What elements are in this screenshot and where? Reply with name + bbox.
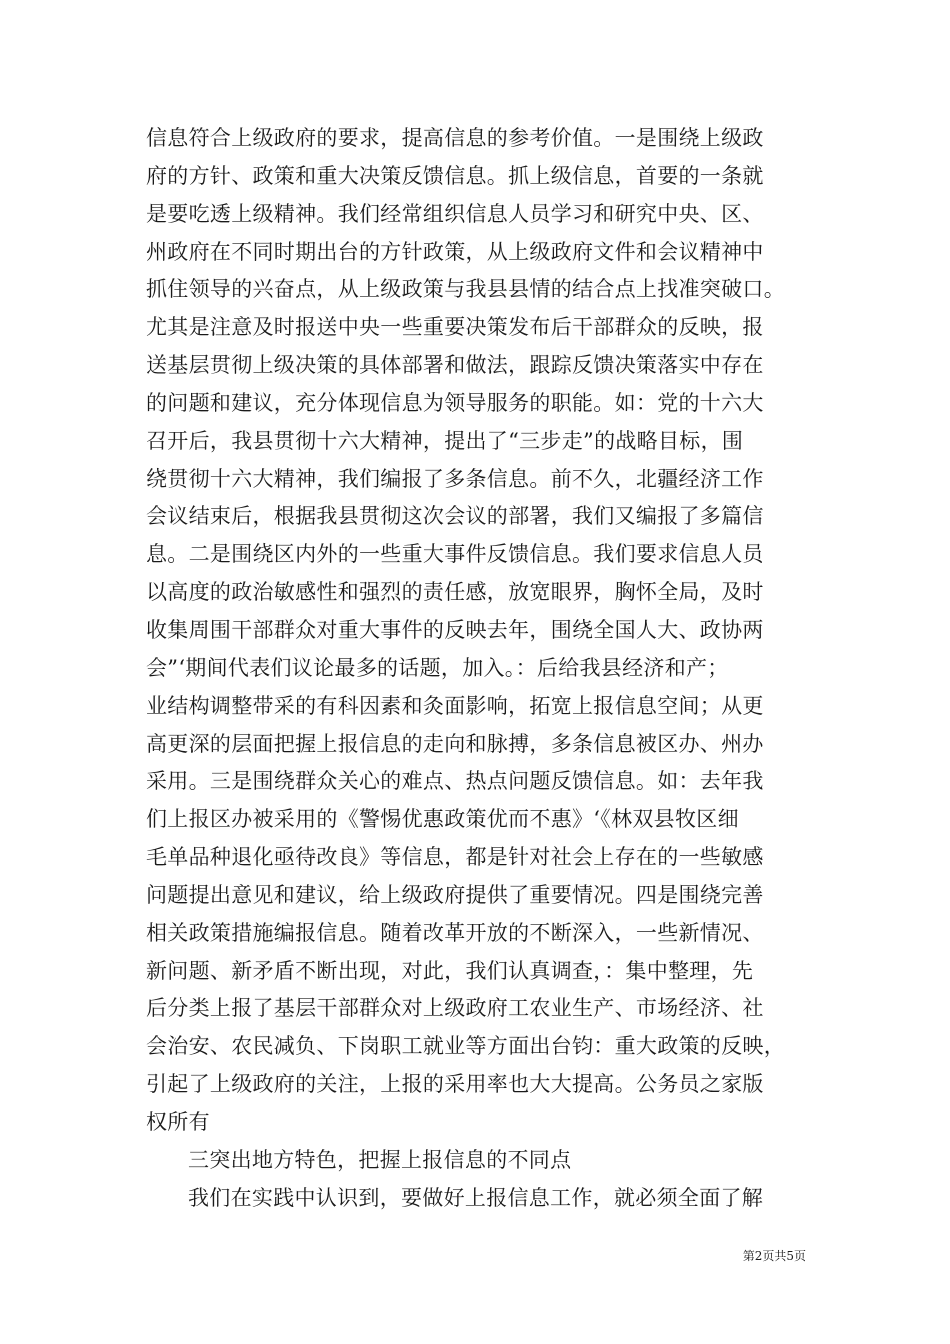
- paragraph-line: 是要吃透上级精神。我们经常组织信息人员学习和研究中央、区、: [146, 201, 764, 226]
- paragraph-line: 信息符合上级政府的要求，提高信息的参考价值。一是围绕上级政: [146, 126, 764, 150]
- paragraph-line: 后分类上报了基层干部群众对上级政府工农业生产、市场经济、社: [146, 996, 764, 1021]
- page-number-footer: [743, 1248, 806, 1264]
- section-heading: 三突出地方特色，把握上报信息的不同点: [188, 1147, 572, 1172]
- paragraph-line: 会”‘期间代表们议论最多的话题，加入。：后给我县经济和产；: [146, 655, 729, 680]
- paragraph-line: 送基层贯彻上级决策的具体部署和做法，跟踪反馈决策落实中存在: [146, 353, 764, 378]
- paragraph-line: 业结构调整带采的有科因素和灸面影响，拓宽上报信息空间；从更: [146, 693, 764, 718]
- paragraph-line: 采用。三是围绕群众关心的难点、热点问题反馈信息。如：去年我: [146, 769, 764, 794]
- paragraph-line: 新问题、新矛盾不断出现，对此，我们认真调查，：集中整理，先: [146, 958, 754, 983]
- paragraph-line: 我们在实践中认识到，要做好上报信息工作，就必须全面了解: [188, 1185, 764, 1210]
- paragraph-line: 引起了上级政府的关注，上报的采用率也大大提高。公务员之家版: [146, 1072, 764, 1097]
- paragraph-line: 抓住领导的兴奋点，从上级政策与我县县情的结合点上找准突破口。: [146, 277, 785, 302]
- paragraph-line: 相关政策措施编报信息。随着改革开放的不断深入，一些新情况、: [146, 920, 764, 945]
- paragraph-line: 以高度的政治敏感性和强烈的责任感，放宽眼界，胸怀全局，及时: [146, 580, 764, 605]
- page-number-label: 第2页共5页: [742, 1249, 806, 1263]
- paragraph-line: 们上报区办被采用的《警惕优惠政策优而不惠》‘《林双县牧区细: [146, 807, 739, 832]
- paragraph-line: 尤其是注意及时报送中央一些重要决策发布后干部群众的反映，报: [146, 315, 764, 340]
- paragraph-line: 高更深的层面把握上报信息的走向和脉搏，多条信息被区办、州办: [146, 731, 764, 756]
- paragraph-line: 绕贯彻十六大精神，我们编报了多条信息。前不久，北疆经济工作: [146, 466, 764, 491]
- paragraph-line: 会议结束后，根据我县贯彻这次会议的部署，我们又编报了多篇信: [146, 504, 764, 529]
- document-body: [146, 120, 818, 1217]
- paragraph-line: 收集周围干部群众对重大事件的反映去年，围绕全国人大、政协两: [146, 617, 764, 642]
- paragraph-line: 的问题和建议，充分体现信息为领导服务的职能。如：党的十六大: [146, 390, 764, 415]
- paragraph-line: 府的方针、政策和重大决策反馈信息。抓上级信息，首要的一条就: [146, 163, 764, 188]
- paragraph-line: 会治安、农民减负、下岗职工就业等方面出台钧：重大政策的反映，: [146, 1034, 785, 1059]
- paragraph-line: 毛单品种退化亟待改良》等信息，都是针对社会上存在的一些敏感: [146, 845, 764, 870]
- paragraph-line: 息。二是围绕区内外的一些重大事件反馈信息。我们要求信息人员: [146, 542, 764, 567]
- paragraph-line: 问题提出意见和建议，给上级政府提供了重要情况。四是围绕完善: [146, 882, 764, 907]
- paragraph-line: 权所有: [146, 1109, 210, 1134]
- paragraph-line: 召开后，我县贯彻十六大精神，提出了“三步走”的战略目标，围: [146, 428, 744, 453]
- paragraph-line: 州政府在不同时期出台的方针政策，从上级政府文件和会议精神中: [146, 239, 764, 264]
